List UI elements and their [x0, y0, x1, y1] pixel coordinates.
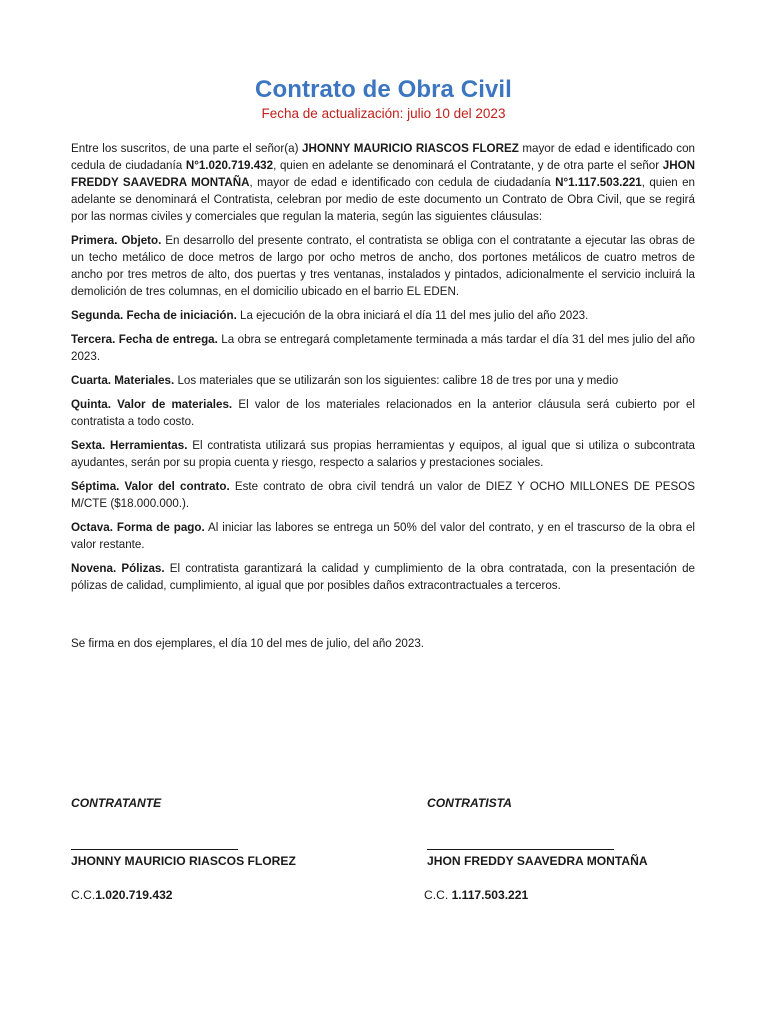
clause-text: Al iniciar las labores se entrega un 50% del valor del contrato, y en el trascurso de la obra el valor restante. [71, 520, 696, 551]
clause-heading: Séptima. Valor del contrato. [71, 479, 230, 493]
clause-text: Este contrato de obra civil tendrá un valor de DIEZ Y OCHO MILLONES DE PESOS M/CTE ($18.000.000.). [71, 479, 695, 510]
contratista-name: JHON FREDDY SAAVEDRA MONTAÑA [71, 158, 695, 189]
clause-sexta [71, 437, 695, 471]
intro-text-4: , mayor de edad e identificado con cedula de ciudadanía [249, 175, 556, 189]
intro-text-3: , quien en adelante se denominará el Contratante, y de otra parte el señor [273, 158, 663, 172]
clause-heading: Sexta. Herramientas. [71, 438, 188, 452]
clause-heading: Cuarta. Materiales. [71, 373, 175, 387]
clause-segunda [71, 307, 695, 324]
clause-text: El contratista utilizará sus propias herramientas y equipos, al igual que si utiliza o subcontrata ayudantes, serán por su propia cuenta y riesgo, respecto a salarios y prestaciones sociales. [71, 438, 696, 469]
clause-tercera [71, 331, 695, 365]
clause-heading: Tercera. Fecha de entrega. [71, 332, 218, 346]
signature-section [71, 795, 696, 915]
clause-text: La ejecución de la obra iniciará el día 11 del mes julio del año 2023. [236, 308, 589, 322]
contratante-name: JHONNY MAURICIO RIASCOS FLOREZ [301, 141, 519, 155]
clause-quinta [71, 396, 695, 430]
document-title: Contrato de Obra Civil [255, 76, 512, 103]
signature-contratante [71, 795, 351, 903]
clause-text: En desarrollo del presente contrato, el contratista se obliga con el contratante a ejecutar las obras de un techo metálico de doce metros de largo por ocho metros de ancho, dos portones metálicos de cuatro metros de ancho por tres metros de alto, dos puertas y tres ventanas, instalados y pintados, adicionalmente el servicio incluirá la demolición de tres columnas, en el domicilio ubicado en el barrio EL EDEN. [71, 233, 696, 298]
signature-cc [424, 887, 707, 903]
clause-heading: Novena. Pólizas. [71, 561, 165, 575]
clause-heading: Quinta. Valor de materiales. [71, 397, 233, 411]
signature-role: CONTRATISTA [427, 796, 512, 810]
cc-prefix: C.C. [424, 888, 452, 902]
signature-contratista [424, 795, 707, 903]
intro-paragraph [71, 140, 695, 225]
intro-text-1: Entre los suscritos, de una parte el señor(a) [71, 141, 302, 155]
clause-octava [71, 519, 695, 553]
contratante-cc: N°1.020.719.432 [185, 158, 274, 172]
clause-heading: Primera. Objeto. [71, 233, 162, 247]
clause-cuarta [71, 372, 695, 389]
clause-heading: Octava. Forma de pago. [71, 520, 205, 534]
signature-role: CONTRATANTE [71, 796, 162, 810]
cc-number: 1.117.503.221 [451, 888, 529, 902]
clause-septima [71, 478, 695, 512]
clause-heading: Segunda. Fecha de iniciación. [71, 308, 237, 322]
cc-prefix: C.C. [71, 888, 96, 902]
signature-line [71, 849, 238, 850]
clause-primera [71, 232, 695, 300]
signature-line [427, 849, 614, 850]
clause-text: La obra se entregará completamente terminada a más tardar el día 31 del mes julio del año 2023. [71, 332, 695, 363]
cc-number: 1.020.719.432 [95, 888, 173, 902]
signature-name: JHONNY MAURICIO RIASCOS FLOREZ [71, 854, 296, 868]
clause-text: El valor de los materiales relacionados en la anterior cláusula será cubierto por el contratista a todo costo. [71, 397, 695, 428]
clause-text: El contratista garantizará la calidad y cumplimiento de la obra contratada, con la presentación de pólizas de calidad, cumplimiento, al igual que por posibles daños extracontractuales a terceros. [71, 561, 695, 592]
contratista-cc: N°1.117.503.221 [555, 175, 642, 189]
clause-novena [71, 560, 695, 594]
signature-name: JHON FREDDY SAAVEDRA MONTAÑA [427, 854, 648, 868]
signature-cc [71, 887, 351, 903]
intro-text-2: mayor de edad e identificado con cedula de ciudadanía [71, 141, 695, 172]
update-date: Fecha de actualización: julio 10 del 2023 [261, 106, 506, 121]
closing-statement: Se firma en dos ejemplares, el día 10 del mes de julio, del año 2023. [71, 636, 425, 650]
clause-text: Los materiales que se utilizarán son los siguientes: calibre 18 de tres por una y medio [174, 373, 619, 387]
intro-text-5: , quien en adelante se denominará el Contratista, celebran por medio de este documento un Contrato de Obra Civil, que se regirá por las normas civiles y comerciales que regulan la materia, según las siguientes cláusulas: [71, 175, 696, 223]
